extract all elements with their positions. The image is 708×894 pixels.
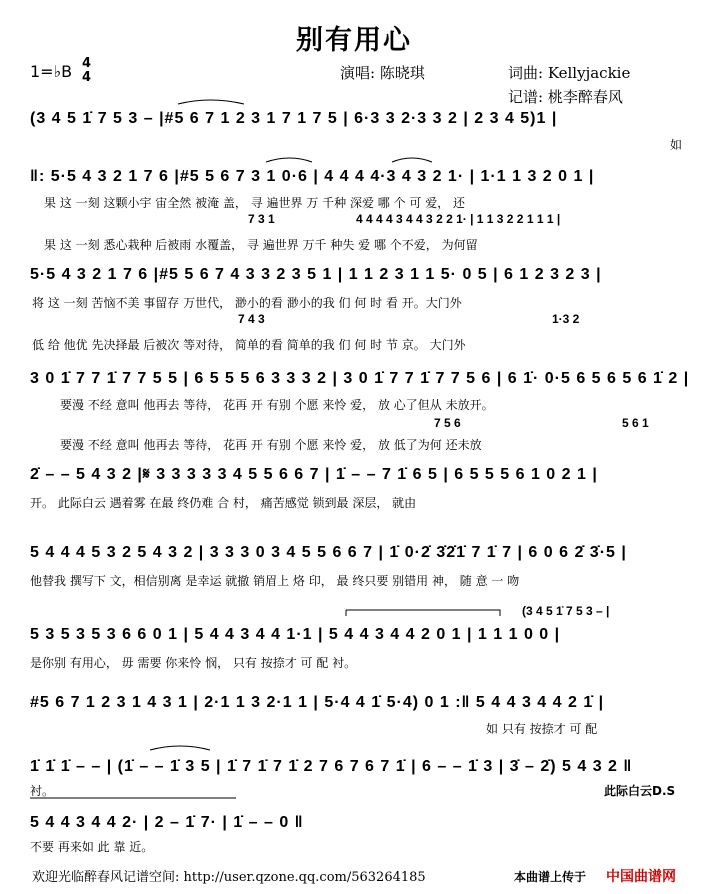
lyric-line-12: 衬。: [30, 784, 55, 798]
lyric-line-3: 果 这 一刻 悉心栽种 后被雨 水覆盖， 寻 遍世界 万千 种失 爱 哪 个不爱， 为何留: [44, 238, 478, 252]
notation-row-4: 3 0 1̇ 7 7 1̇ 7 7 5 5 | 6 5 5 5 6 3 3 3 2 | 3 0 1̇ 7 7 1̇ 7 7 5 6 | 6 1̇· 0·5 6 5 6 5 6 1̇ 2 |: [30, 370, 690, 387]
lyric-line-9: 他替我 撰写下 文，相信别离 是幸运 就撤 销眉上 烙 印， 最 终只要 别错用 神， 随 意 一 吻: [30, 574, 520, 588]
time-signature-bottom: 4: [82, 70, 92, 85]
time-signature-top: 4: [82, 56, 92, 71]
notation-row-2: ‖: 5·5 4 3 2 1 7 6 |#5 5 6 7 3 1 0·6 | 4 4 4 4·3 4 3 2 1· | 1·1 1 3 2 0 1 |: [30, 168, 595, 185]
transcriber-credit: 记谱: 桃李醉春风: [508, 88, 623, 106]
alt-notes-1: 7 3 1: [248, 212, 275, 226]
lyric-line-5: 低 给 他优 先决择最 后被次 等对待， 简单的看 简单的我 们 何 时 节 京。 大门外: [32, 338, 466, 352]
alt-notes-4: 1·3 2: [552, 312, 580, 326]
lyric-line-10: 是你别 有用心， 毋 需要 你来怜 悯， 只有 按捺才 可 配 衬。: [30, 656, 357, 670]
composer-credit: 词曲: Kellyjackie: [508, 64, 631, 82]
notation-row-5: 2̇ – – 5 4 3 2 |𝄋 3 3 3 3 3 4 5 5 6 6 7 | 1̇ – – 7 1̇ 6 5 | 6 5 5 5 6 1 0 2 1 |: [30, 466, 598, 483]
alt-notes-6: 5 6 1: [622, 416, 649, 430]
lyric-line-1: 如: [670, 138, 683, 152]
notation-row-1: (3 4 5 1̇ 7 5 3 – |#5 6 7 1 2 3 1 7 1 7 5 | 6·3 3 2·3 3 2 | 2 3 4 5)1 |: [30, 110, 558, 127]
notation-row-9: 1̇ 1̇ 1̇ – – | (1̇ – – 1̇ 3 5 | 1̇ 7 1̇ 7 1̇ 2 7 6 7 6 7 1̇ | 6 – – 1̇ 3 | 3̇ – 2̇) 5 4 3 2 ‖: [30, 758, 633, 775]
notation-row-6: 5 4 4 4 5 3 2 5 4 3 2 | 3 3 3 0 3 4 5 5 6 6 7 | 1̇ 0·2̇ 3̇2̇1̇ 7 1̇ 7 | 6 0 6 2̇ 3̇·5 |: [30, 544, 627, 561]
notation-row-7: 5 3 5 3 5 3 6 6 0 1 | 5 4 4 3 4 4 1·1 | 5 4 4 3 4 4 2 0 1 | 1 1 1 0 0 |: [30, 626, 561, 643]
notation-row-8: #5 6 7 1 2 3 1 4 3 1 | 2·1 1 3 2·1 1 | 5·4 4 1̇ 5·4) 0 1 :‖ 5 4 4 3 4 4 2 1̇ |: [30, 694, 605, 711]
site-logo-text: 中国曲谱网: [606, 869, 676, 885]
footer-credit: 欢迎光临醉春风记谱空间: http://user.qzone.qq.com/563264185: [32, 870, 426, 885]
lyric-line-6: 要漫 不经 意叫 他再去 等待， 花再 开 有别 个愿 来怜 爱， 放 心了但从 未放开。: [60, 398, 494, 412]
notation-row-10: 5 4 4 3 4 4 2· | 2 – 1̇ 7· | 1̇ – – 0 ‖: [30, 814, 304, 831]
lyric-line-13: 此际白云D.S: [604, 784, 676, 798]
alt-notes-7: (3 4 5 1̇ 7 5 3 – |: [522, 604, 610, 618]
site-logo: [606, 866, 676, 886]
singer-credit: 演唱: 陈晓琪: [340, 64, 425, 82]
lyric-line-4: 将 这 一刻 苦恼不美 事留存 万世代， 渺小的看 渺小的我 们 何 时 看 开。大门外: [32, 296, 462, 310]
upload-label: 本曲谱上传于: [514, 870, 587, 884]
alt-notes-5: 7 5 6: [434, 416, 461, 430]
lyric-line-8: 开。 此际白云 遇着雾 在最 终仍难 合 村， 痛苦感觉 锁到最 深层， 就由: [30, 496, 417, 510]
lyric-line-14: 不要 再来如 此 靠 近。: [30, 840, 154, 854]
notation-row-3: 5·5 4 3 2 1 7 6 |#5 5 6 7 4 3 3 2 3 5 1 | 1 1 2 3 1 1 5· 0 5 | 6 1 2 3 2 3 |: [30, 266, 602, 283]
lyric-line-2: 果 这 一刻 这颗小宇 宙全然 被淹 盖， 寻 遍世界 万 千种 深爱 哪 个 可 爱， 还: [44, 196, 466, 210]
page-title: 别有用心: [296, 25, 412, 56]
key-signature: 1=♭B: [30, 62, 73, 81]
lyric-line-7: 要漫 不经 意叫 他再去 等待， 花再 开 有别 个愿 来怜 爱， 放 低了为何 还未放: [60, 438, 482, 452]
alt-notes-3: 7 4 3: [238, 312, 265, 326]
alt-notes-2: 4 4 4 4 3 4 4 3 2 2 1· | 1 1 3 2 2 1 1 1 |: [356, 212, 561, 226]
lyric-line-11: 如 只有 按捺才 可 配: [486, 722, 598, 736]
